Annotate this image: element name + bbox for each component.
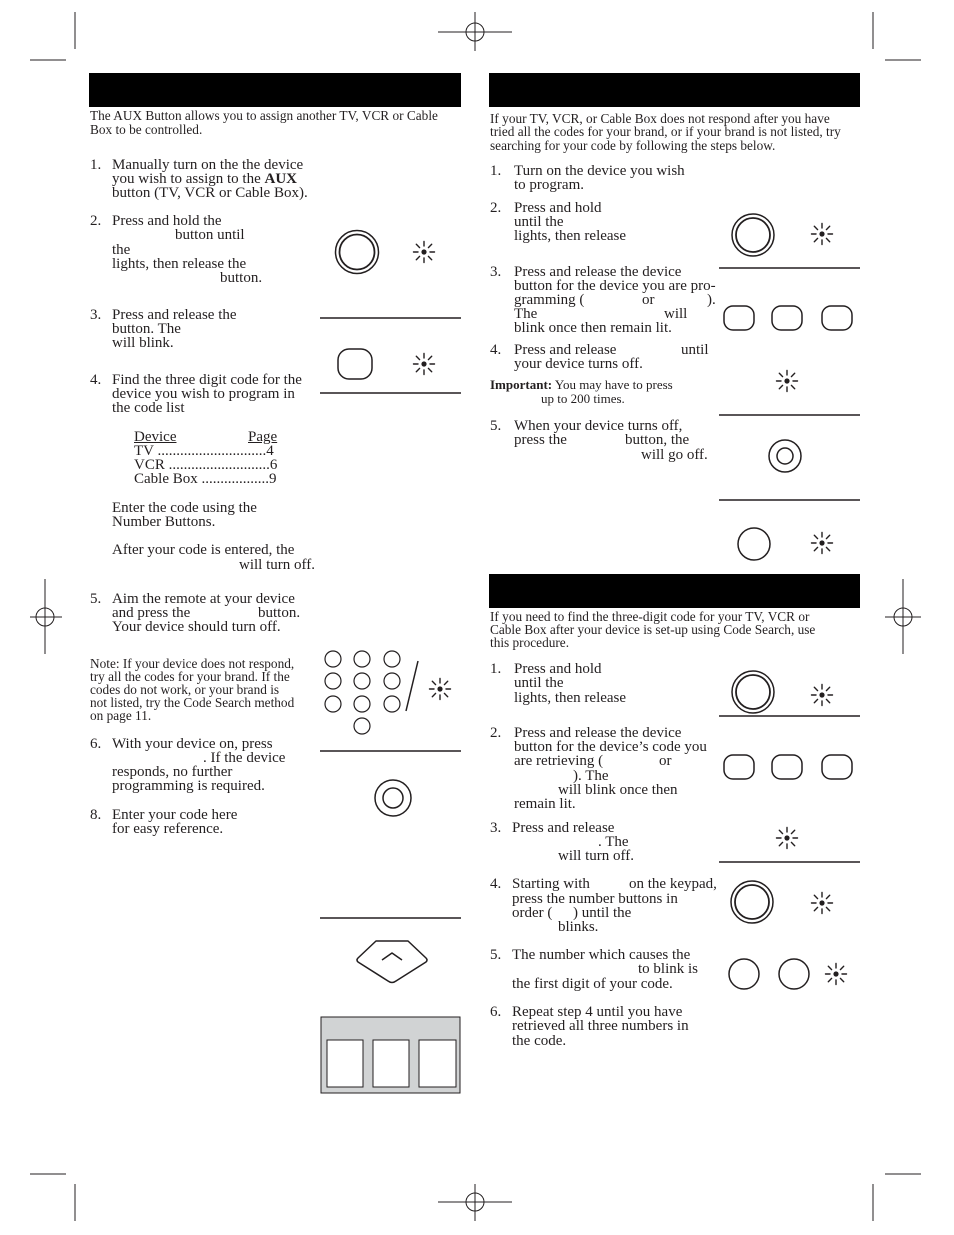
number-button-icon: [779, 959, 809, 989]
step-text: lights, then release: [514, 228, 627, 244]
code-list-row: TV .............................4: [134, 443, 274, 459]
step-text: button. The: [112, 321, 181, 337]
device-button-icon: [822, 306, 852, 330]
step-text: the code.: [512, 1033, 567, 1049]
intro-text: If your TV, VCR, or Cable Box does not respond after you have: [490, 111, 830, 126]
code-digit-box: [327, 1040, 363, 1087]
ok-button-icon: [375, 780, 411, 816]
step-text: Press and release the device: [514, 264, 682, 280]
step-number: 5.: [90, 591, 102, 607]
step-text: your device turns off.: [514, 356, 643, 372]
indicator-light-icon: [414, 354, 435, 375]
intro-text: Cable Box after your device is set-up using Code Search, use: [490, 622, 816, 637]
step-text: button.: [258, 605, 301, 621]
step-number: 4.: [490, 342, 502, 358]
indicator-light-icon: [812, 224, 833, 245]
code-entry-boxes: [321, 1017, 460, 1093]
step-number: 6.: [490, 1004, 502, 1020]
step-text: . If the device: [203, 750, 286, 766]
note-text: not listed, try the Code Search method: [90, 695, 295, 710]
note-text: try all the codes for your brand. If the: [90, 669, 290, 684]
step-text: button (TV, VCR or Cable Box).: [112, 185, 308, 201]
step-text: Find the three digit code for the: [112, 372, 302, 388]
intro-text: The AUX Button allows you to assign another TV, VCR or Cable: [90, 108, 438, 123]
indicator-light-icon: [812, 893, 833, 914]
number-keypad-icon: [325, 651, 418, 734]
step-text: blink once then remain lit.: [514, 320, 672, 336]
step-text: lights, then release: [514, 690, 627, 706]
intro-text: tried all the codes for your brand, or if your brand is not listed, try: [490, 124, 841, 139]
step-text: Turn on the device you wish: [514, 163, 685, 179]
step-number: 3.: [490, 264, 502, 280]
step-text: After your code is entered, the: [112, 542, 295, 558]
registration-mark-right: [885, 579, 921, 654]
step-text: Starting with: [512, 876, 590, 892]
indicator-light-icon: [777, 371, 798, 392]
step-text: press the number buttons in: [512, 891, 678, 907]
step-text: responds, no further: [112, 764, 233, 780]
step-text: The: [514, 306, 538, 322]
step-number: 2.: [490, 725, 502, 741]
device-button-icon: [772, 755, 802, 779]
indicator-light-icon: [777, 828, 798, 849]
step-text-segment: you wish to assign to the: [112, 171, 261, 187]
round-button-icon: [738, 528, 770, 560]
step-text: When your device turns off,: [514, 418, 683, 434]
step-number: 1.: [490, 163, 502, 179]
section-header-bar-code-search: [489, 73, 860, 107]
intro-text: Box to be controlled.: [90, 122, 203, 137]
step-text: With your device on, press: [112, 736, 273, 752]
step-number: 4.: [490, 876, 502, 892]
step-text: to program.: [514, 177, 584, 193]
step-text: Manually turn on the the device: [112, 157, 304, 173]
device-buttons-icon: [724, 755, 852, 779]
step-text: Enter the code using the: [112, 500, 257, 516]
step-text: button until: [175, 227, 245, 243]
note-text: codes do not work, or your brand is: [90, 682, 280, 697]
step-text: or: [642, 292, 655, 308]
step-text: Enter your code here: [112, 807, 238, 823]
ok-button-icon: [769, 440, 801, 472]
step-number: 4.: [90, 372, 102, 388]
step-number: 5.: [490, 947, 502, 963]
step-number: 2.: [90, 213, 102, 229]
note-text: on page 11.: [90, 708, 152, 723]
step-number: 3.: [490, 820, 502, 836]
device-button-icon: [724, 755, 754, 779]
step-text: on the keypad,: [629, 876, 717, 892]
step-text: Number Buttons.: [112, 514, 216, 530]
important-text: You may have to press: [554, 377, 673, 392]
program-button-icon: [731, 881, 773, 923]
step-text: or: [659, 753, 672, 769]
step-text: button.: [220, 270, 263, 286]
intro-text: this procedure.: [490, 635, 570, 650]
channel-up-button-icon: [357, 941, 427, 983]
code-list-header-page: Page: [248, 429, 278, 445]
step-text: the code list: [112, 400, 185, 416]
indicator-light-icon: [812, 533, 833, 554]
step-number: 8.: [90, 807, 102, 823]
step-text: will blink once then: [558, 782, 678, 798]
program-button-icon: [732, 671, 774, 713]
step-text: blinks.: [558, 919, 599, 935]
section-header-bar-aux: [89, 73, 461, 107]
step-text: until: [681, 342, 709, 358]
note-text: Note: If your device does not respond,: [90, 656, 295, 671]
step-text: . The: [598, 834, 629, 850]
step-text: Press and hold: [514, 661, 602, 677]
code-list-header-device: Device: [134, 429, 177, 445]
step-text: for easy reference.: [112, 821, 224, 837]
step-text: The number which causes the: [512, 947, 691, 963]
program-button-icon: [732, 214, 774, 256]
step-text: will turn off.: [558, 848, 634, 864]
step-text: button for the device’s code you: [514, 739, 707, 755]
step-number: 1.: [490, 661, 502, 677]
step-text: will: [664, 306, 688, 322]
step-text: Press and hold: [514, 200, 602, 216]
device-buttons-icon: [724, 306, 852, 330]
indicator-light-icon: [430, 679, 451, 700]
step-number: 5.: [490, 418, 502, 434]
step-text: gramming (: [514, 292, 585, 308]
step-text: press the: [514, 432, 567, 448]
step-text: and press the: [112, 605, 191, 621]
indicator-light-icon: [826, 964, 847, 985]
step-text: Aim the remote at your device: [112, 591, 295, 607]
device-button-icon: [822, 755, 852, 779]
step-text: will go off.: [641, 447, 708, 463]
program-button-icon: [336, 231, 379, 274]
step-number: 6.: [90, 736, 102, 752]
important-note: [490, 378, 673, 391]
step-text: Press and release: [512, 820, 615, 836]
step-text: lights, then release the: [112, 256, 247, 272]
code-digit-box: [419, 1040, 456, 1087]
step-text: until the: [514, 675, 564, 691]
intro-text: If you need to find the three-digit code for your TV, VCR or: [490, 609, 810, 624]
step-text: remain lit.: [514, 796, 576, 812]
section-header-bar-code-retrieval: [489, 574, 860, 608]
step-text: button for the device you are pro-: [514, 278, 716, 294]
device-button-icon: [772, 306, 802, 330]
step-text: retrieved all three numbers in: [512, 1018, 689, 1034]
indicator-light-icon: [414, 242, 435, 263]
registration-mark-bottom: [438, 1184, 512, 1221]
aux-label: AUX: [264, 171, 297, 187]
important-text: up to 200 times.: [541, 391, 625, 406]
step-text: ).: [707, 292, 716, 308]
step-text: Press and release the device: [514, 725, 682, 741]
step-text: Press and hold the: [112, 213, 222, 229]
step-text: device you wish to program in: [112, 386, 295, 402]
step-text: are retrieving (: [514, 753, 604, 769]
step-text: the first digit of your code.: [512, 976, 673, 992]
step-text: until the: [514, 214, 564, 230]
step-text: will turn off.: [239, 557, 315, 573]
important-label: Important:: [490, 377, 553, 392]
step-number: 3.: [90, 307, 102, 323]
step-text: will blink.: [112, 335, 174, 351]
step-text: Repeat step 4 until you have: [512, 1004, 683, 1020]
device-button-icon: [724, 306, 754, 330]
step-text: Press and release the: [112, 307, 237, 323]
step-text: Your device should turn off.: [112, 619, 281, 635]
step-text: Press and release: [514, 342, 617, 358]
indicator-light-icon: [812, 685, 833, 706]
step-text: order (: [512, 905, 553, 921]
registration-mark-left: [30, 579, 62, 654]
step-text: button, the: [625, 432, 690, 448]
step-text: programming is required.: [112, 778, 265, 794]
code-list-row: Cable Box ..................9: [134, 471, 277, 487]
number-button-icon: [729, 959, 759, 989]
step-number: 1.: [90, 157, 102, 173]
step-text: to blink is: [638, 961, 699, 977]
code-digit-box: [373, 1040, 409, 1087]
step-text: ) until the: [573, 905, 632, 921]
intro-text: searching for your code by following the steps below.: [490, 138, 776, 153]
code-list-row: VCR ...........................6: [134, 457, 278, 473]
registration-mark-top: [438, 12, 512, 51]
step-number: 2.: [490, 200, 502, 216]
aux-button-icon: [338, 349, 372, 379]
step-text: ). The: [573, 768, 609, 784]
step-text: the: [112, 242, 131, 258]
